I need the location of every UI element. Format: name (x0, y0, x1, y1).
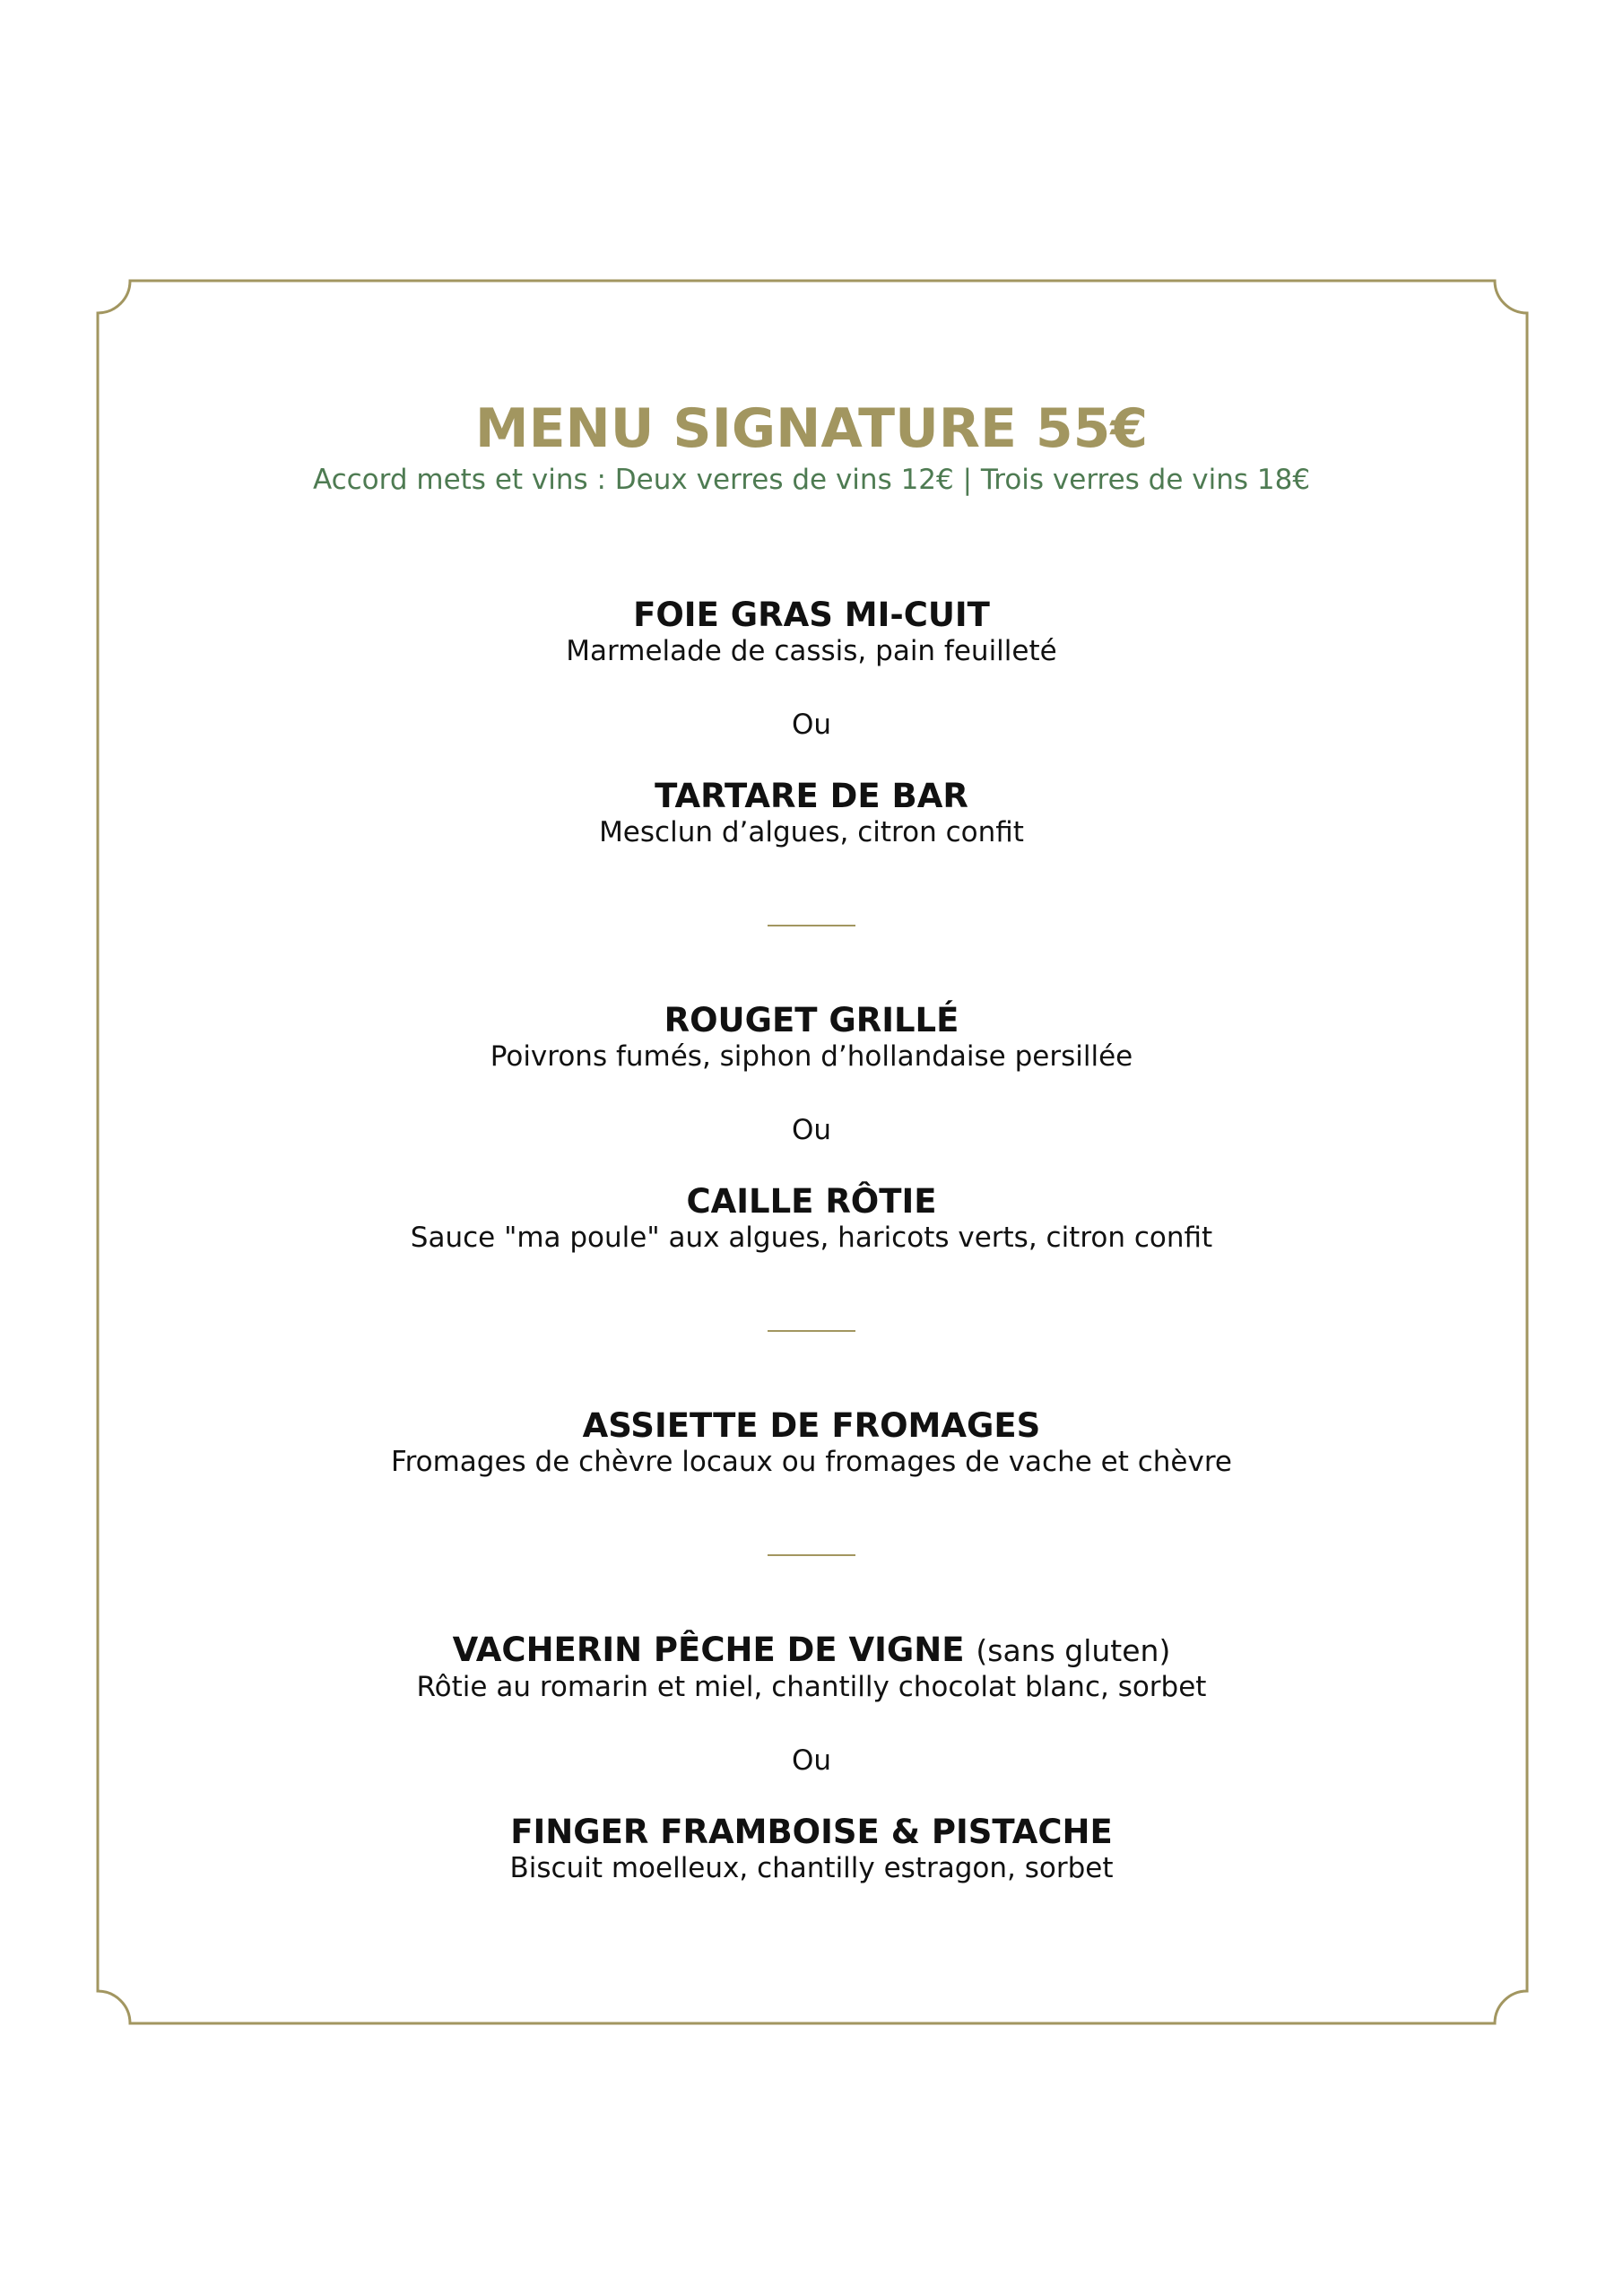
dish-name: FINGER FRAMBOISE & PISTACHE (510, 1813, 1113, 1851)
course-starter (97, 596, 1526, 849)
course-divider (768, 925, 855, 926)
course-main (97, 1002, 1526, 1255)
dish-description: Sauce "ma poule" aux algues, haricots verts, citron confit (410, 1222, 1213, 1254)
dish-name: FOIE GRAS MI-CUIT (633, 596, 990, 634)
dish-description: Rôtie au romarin et miel, chantilly chocolat blanc, sorbet (416, 1671, 1207, 1703)
course-divider (768, 1330, 855, 1332)
menu-content (97, 278, 1526, 1885)
dish-description: Poivrons fumés, siphon d’hollandaise persillée (490, 1040, 1133, 1073)
or-separator: Ou (791, 1744, 832, 1777)
menu-title: MENU SIGNATURE 55€ (474, 397, 1149, 460)
dish-description: Biscuit moelleux, chantilly estragon, sorbet (509, 1852, 1114, 1884)
dish-description: Mesclun d’algues, citron confit (599, 816, 1024, 848)
dish-name: CAILLE RÔTIE (686, 1182, 937, 1221)
dish-description: Fromages de chèvre locaux ou fromages de vache et chèvre (391, 1446, 1232, 1478)
wine-pairing-subtitle: Accord mets et vins : Deux verres de vins 12€ | Trois verres de vins 18€ (312, 464, 1311, 496)
course-dessert (97, 1631, 1526, 1885)
dish-name-with-note (97, 1631, 1526, 1670)
dish-name: ASSIETTE DE FROMAGES (582, 1406, 1041, 1445)
or-separator: Ou (791, 709, 832, 741)
courses (97, 596, 1526, 1885)
dish-description: Marmelade de cassis, pain feuilleté (566, 635, 1057, 667)
course-divider (768, 1554, 855, 1556)
dish-name: TARTARE DE BAR (655, 777, 968, 815)
dietary-note: (sans gluten) (976, 1633, 1171, 1668)
course-cheese (97, 1407, 1526, 1479)
dish-name-text: VACHERIN PÊCHE DE VIGNE (452, 1631, 965, 1669)
dish-name: ROUGET GRILLÉ (664, 1001, 959, 1039)
or-separator: Ou (791, 1114, 832, 1146)
